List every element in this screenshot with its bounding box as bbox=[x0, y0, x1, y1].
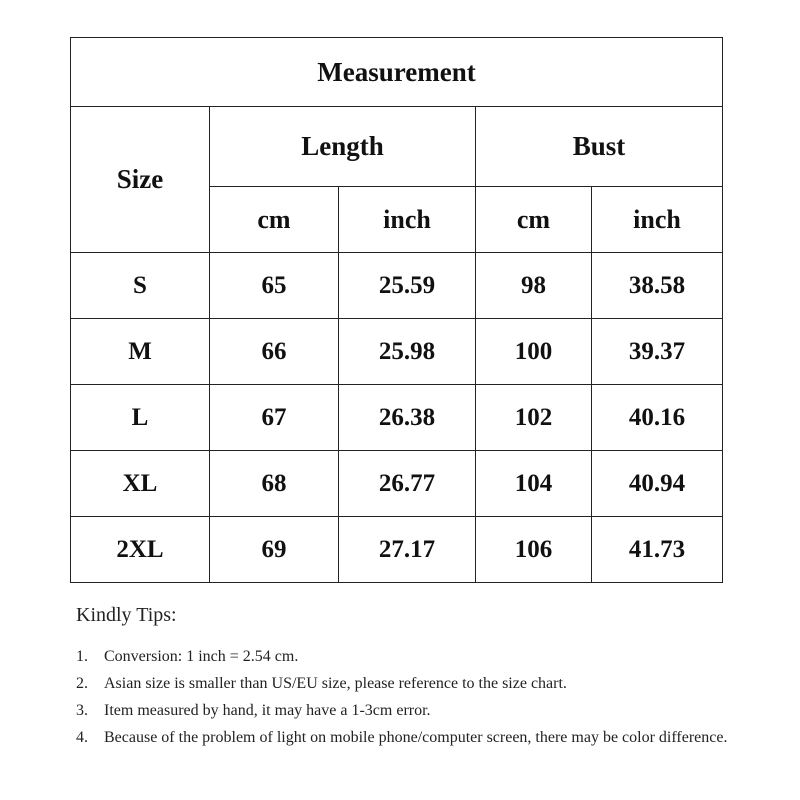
bust-inch-cell: 38.58 bbox=[592, 253, 723, 319]
length-cm-cell: 65 bbox=[210, 253, 339, 319]
size-cell: L bbox=[71, 385, 210, 451]
tip-number: 1. bbox=[76, 648, 88, 665]
tip-text: Because of the problem of light on mobile phone/computer screen, there may be color difference. bbox=[104, 729, 728, 746]
list-item bbox=[76, 697, 756, 724]
tip-number: 4. bbox=[76, 729, 88, 746]
table-row bbox=[71, 253, 723, 319]
tip-text: Item measured by hand, it may have a 1-3cm error. bbox=[104, 702, 431, 719]
table-title-row bbox=[71, 38, 723, 107]
length-inch-header: inch bbox=[339, 187, 476, 253]
bust-inch-cell: 41.73 bbox=[592, 517, 723, 583]
length-cm-cell: 67 bbox=[210, 385, 339, 451]
table-row bbox=[71, 319, 723, 385]
table-row bbox=[71, 451, 723, 517]
list-item bbox=[76, 643, 756, 670]
length-cm-cell: 69 bbox=[210, 517, 339, 583]
length-inch-cell: 26.77 bbox=[339, 451, 476, 517]
size-cell: XL bbox=[71, 451, 210, 517]
size-chart-table bbox=[70, 37, 723, 583]
bust-cm-cell: 98 bbox=[476, 253, 592, 319]
size-cell: S bbox=[71, 253, 210, 319]
size-cell: M bbox=[71, 319, 210, 385]
length-inch-cell: 26.38 bbox=[339, 385, 476, 451]
bust-cm-header: cm bbox=[476, 187, 592, 253]
bust-inch-cell: 40.16 bbox=[592, 385, 723, 451]
bust-inch-cell: 40.94 bbox=[592, 451, 723, 517]
bust-cm-cell: 100 bbox=[476, 319, 592, 385]
tip-text: Conversion: 1 inch = 2.54 cm. bbox=[104, 648, 299, 665]
tip-text: Asian size is smaller than US/EU size, please reference to the size chart. bbox=[104, 675, 567, 692]
size-cell: 2XL bbox=[71, 517, 210, 583]
length-inch-cell: 27.17 bbox=[339, 517, 476, 583]
bust-group-header: Bust bbox=[476, 107, 723, 187]
length-group-header: Length bbox=[210, 107, 476, 187]
group-header-row bbox=[71, 107, 723, 187]
list-item bbox=[76, 724, 756, 751]
table-title: Measurement bbox=[71, 38, 723, 107]
length-cm-cell: 66 bbox=[210, 319, 339, 385]
tip-number: 2. bbox=[76, 675, 88, 692]
list-item bbox=[76, 670, 756, 697]
length-inch-cell: 25.59 bbox=[339, 253, 476, 319]
bust-inch-cell: 39.37 bbox=[592, 319, 723, 385]
bust-inch-header: inch bbox=[592, 187, 723, 253]
length-cm-header: cm bbox=[210, 187, 339, 253]
length-cm-cell: 68 bbox=[210, 451, 339, 517]
tips-list bbox=[76, 643, 756, 751]
size-column-header: Size bbox=[71, 107, 210, 253]
table-row bbox=[71, 517, 723, 583]
table-row bbox=[71, 385, 723, 451]
bust-cm-cell: 106 bbox=[476, 517, 592, 583]
bust-cm-cell: 102 bbox=[476, 385, 592, 451]
tip-number: 3. bbox=[76, 702, 88, 719]
length-inch-cell: 25.98 bbox=[339, 319, 476, 385]
kindly-tips-section bbox=[76, 603, 756, 751]
bust-cm-cell: 104 bbox=[476, 451, 592, 517]
tips-title: Kindly Tips: bbox=[76, 604, 177, 626]
